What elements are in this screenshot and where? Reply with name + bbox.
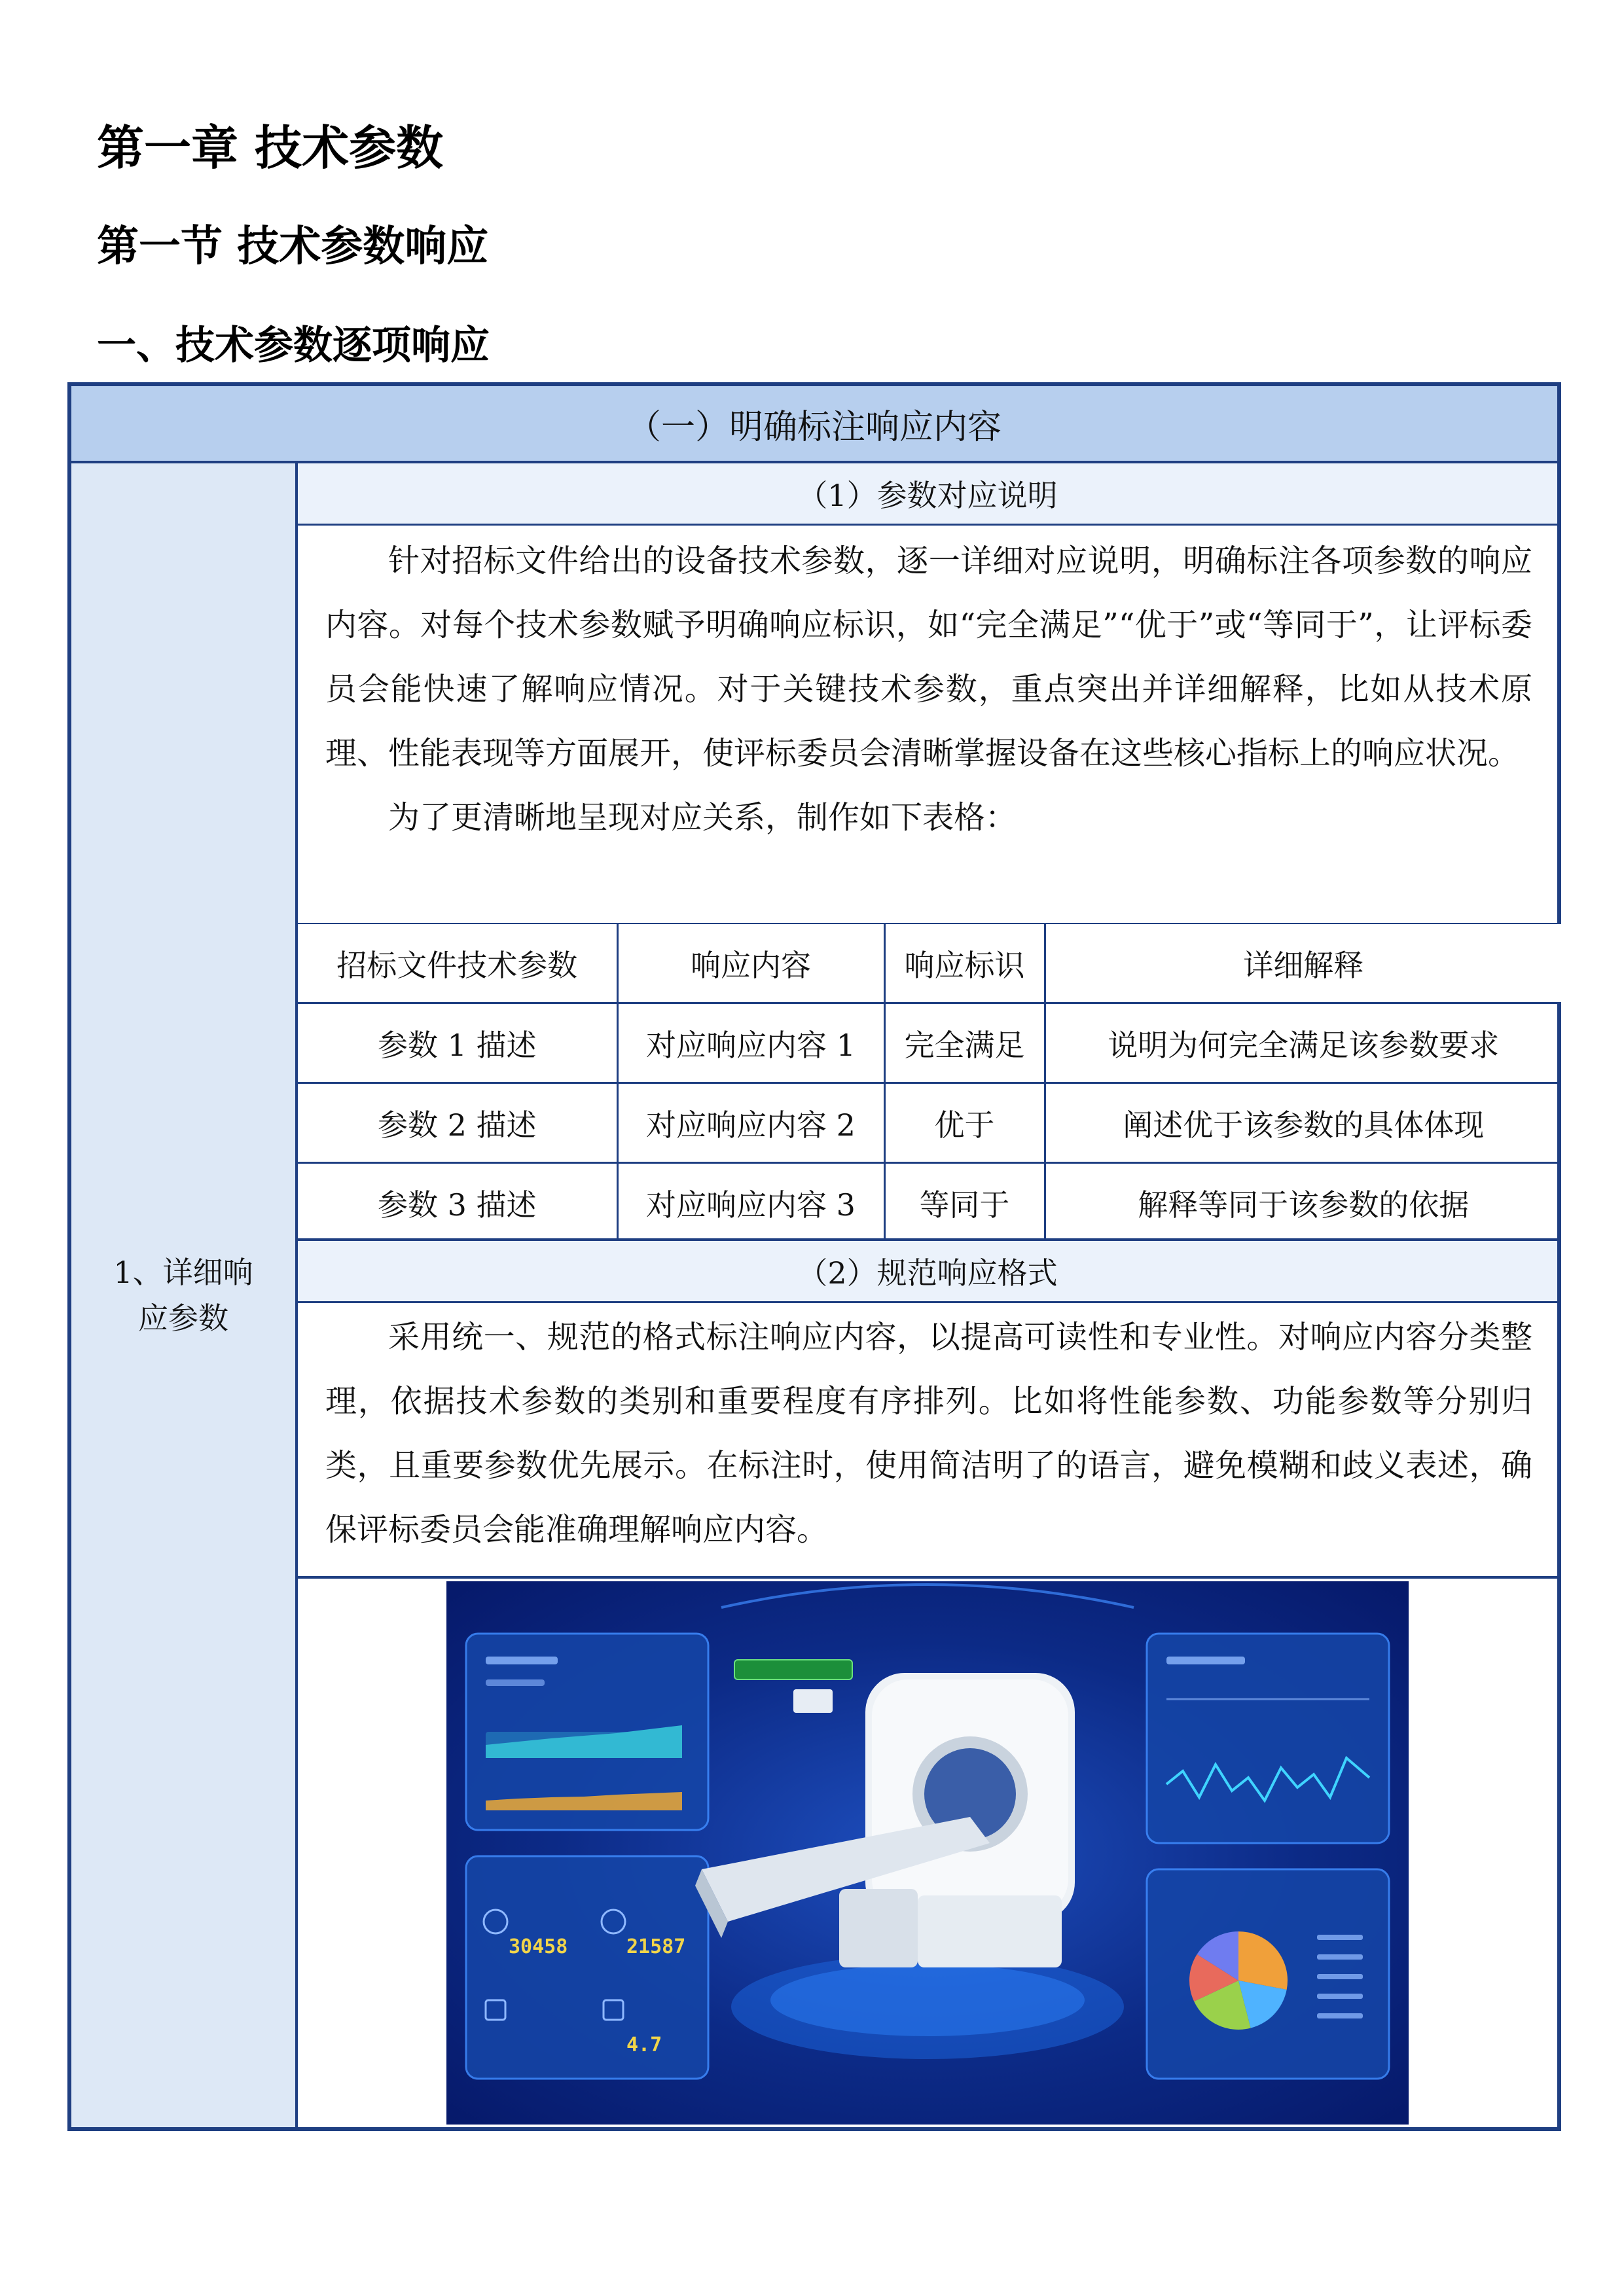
- table-cell: 说明为何完全满足该参数要求: [1045, 1003, 1561, 1083]
- row-label-line2: 应参数: [138, 1300, 228, 1336]
- ct-dashboard-illustration: [446, 1581, 1409, 2125]
- table-cell: 参数 1 描述: [298, 1003, 617, 1083]
- part1-paragraph: [298, 529, 1557, 850]
- table-cell: 参数 3 描述: [298, 1163, 617, 1243]
- row-label-line1: 1、详细响: [113, 1255, 253, 1290]
- table-cell: 对应响应内容 2: [617, 1083, 884, 1163]
- kpi-value-2: 21587: [626, 1935, 686, 1958]
- response-table-frame: [67, 382, 1561, 2131]
- table-cell: 阐述优于该参数的具体体现: [1045, 1083, 1561, 1163]
- header-cell: 响应内容: [617, 924, 884, 1003]
- table-cell: 解释等同于该参数的依据: [1045, 1163, 1561, 1243]
- row-label-cell: [71, 463, 298, 2127]
- part2-paragraph: [298, 1305, 1557, 1562]
- part2-title: （2）规范响应格式: [298, 1241, 1557, 1303]
- kpi-value-3: 4.7: [626, 2034, 662, 2056]
- table-row: [298, 1003, 1561, 1083]
- table-row: [298, 1083, 1561, 1163]
- table-header-row: [298, 924, 1561, 1003]
- table-cell: 等同于: [884, 1163, 1045, 1243]
- part1-para2: 为了更清晰地呈现对应关系，制作如下表格：: [388, 799, 1017, 836]
- header-cell: 响应标识: [884, 924, 1045, 1003]
- table-title: （一）明确标注响应内容: [71, 386, 1557, 463]
- part2-para: 采用统一、规范的格式标注响应内容，以提高可读性和专业性。对响应内容分类整理，依据技术参数的类别和重要程度有序排列。比如将性能参数、功能参数等分别归类，且重要参数优先展示。在标注时，使用简洁明了的语言，避免模糊和歧义表述，确保评标委员会能准确理解响应内容。: [325, 1319, 1532, 1548]
- divider: [298, 1576, 1557, 1579]
- part1-title: （1）参数对应说明: [298, 463, 1557, 526]
- section-heading: 第一节 技术参数响应: [97, 223, 489, 271]
- subsection-heading: 一、技术参数逐项响应: [97, 323, 490, 368]
- table-cell: 对应响应内容 1: [617, 1003, 884, 1083]
- table-cell: 对应响应内容 3: [617, 1163, 884, 1243]
- parameter-response-table: [298, 924, 1561, 1244]
- table-cell: 优于: [884, 1083, 1045, 1163]
- kpi-value-1: 30458: [509, 1935, 568, 1958]
- table-cell: 完全满足: [884, 1003, 1045, 1083]
- header-cell: 详细解释: [1045, 924, 1561, 1003]
- ct-dashboard-image: [446, 1581, 1409, 2125]
- part1-para1: 针对招标文件给出的设备技术参数，逐一详细对应说明，明确标注各项参数的响应内容。对每个技术参数赋予明确响应标识，如“完全满足”“优于”或“等同于”，让评标委员会能快速了解响应情况。对于关键技术参数，重点突出并详细解释，比如从技术原理、性能表现等方面展开，使评标委员会清晰掌握设备在这些核心指标上的响应状况。: [325, 543, 1532, 772]
- chapter-heading: 第一章 技术参数: [97, 120, 444, 175]
- table-cell: 参数 2 描述: [298, 1083, 617, 1163]
- header-cell: 招标文件技术参数: [298, 924, 617, 1003]
- table-row: [298, 1163, 1561, 1243]
